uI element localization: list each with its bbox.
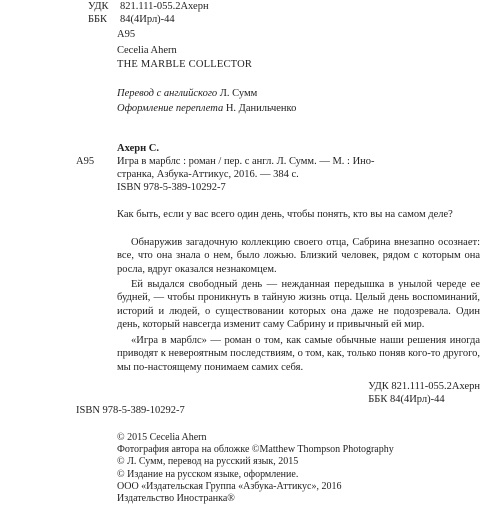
- isbn: ISBN 978-5-389-10292-7: [76, 405, 185, 416]
- translation-credit: [117, 87, 257, 100]
- bbk-value: 84(4Ирл)-44: [120, 14, 175, 25]
- cover-credit: [117, 102, 296, 115]
- cover-designer-name: Н. Данильченко: [225, 103, 297, 114]
- copyright-line: Издательство Иностранка®: [117, 493, 235, 505]
- annotation-paragraph-1: Как быть, если у вас всего один день, чтобы понять, кто вы на самом деле?: [117, 209, 453, 220]
- bbk-bottom: ББК 84(4Ирл)-44: [368, 394, 445, 405]
- original-author: Cecelia Ahern: [117, 45, 177, 56]
- author-mark-top: А95: [117, 29, 136, 40]
- copyright-line: Фотография автора на обложке ©Matthew Thompson Photography: [117, 444, 394, 456]
- copyright-line: © 2015 Cecelia Ahern: [117, 432, 207, 443]
- annotation-paragraph-4: «Игра в марблс» — роман о том, как самые обычные наши решения иногда приводят к невероятным последствиям, о том, как, только поняв кого-то другого, мы по-настоящему понимаем самих себя.: [117, 335, 480, 373]
- translator-name: Л. Сумм: [219, 88, 258, 99]
- annotation-paragraph-2: Обнаружив загадочную коллекцию своего отца, Сабрина внезапно осознает: все, что она знала о нем, было ложью. Близкий человек, рядом с которым она росла, вдруг оказался незнакомцем.: [117, 237, 480, 275]
- translation-role: Перевод с английского: [117, 88, 218, 99]
- copyright-line: ООО «Издательская Группа «Азбука-Аттикус», 2016: [117, 480, 342, 492]
- bibliographic-isbn: ISBN 978-5-389-10292-7: [117, 182, 226, 193]
- bibliographic-line: странка, Азбука-Аттикус, 2016. — 384 с.: [117, 169, 299, 180]
- copyright-line: © Л. Сумм, перевод на русский язык, 2015: [117, 456, 299, 468]
- author-mark-bibliographic: А95: [76, 156, 95, 167]
- copyright-line: © Издание на русском языке, оформление.: [117, 468, 299, 480]
- bibliographic-line: Игра в марблс : роман / пер. с англ. Л. Сумм. — М. : Ино-: [117, 156, 375, 167]
- bottom-classification-codes: [368, 380, 480, 406]
- bbk-label: ББК: [88, 14, 108, 25]
- top-classification-codes: [88, 0, 209, 26]
- copyright-block: [117, 432, 394, 505]
- udk-bottom: УДК 821.111-055.2Ахерн: [368, 381, 480, 392]
- annotation-paragraph-3: Ей выдался свободный день — нежданная передышка в унылой череде ее будней, — чтобы проникнуть в тайную жизнь отца. Целый день воспоминаний, историй и людей, о существовании которых она даже не подозревала. Один день, который навсегда изменит саму Сабрину и привычный ей мир.: [117, 279, 480, 331]
- original-title: THE MARBLE COLLECTOR: [117, 59, 253, 70]
- bibliographic-description: [117, 155, 375, 194]
- bibliographic-author: Ахерн С.: [117, 143, 159, 154]
- cover-role: Оформление переплета: [117, 103, 224, 114]
- udk-value: 821.111-055.2Ахерн: [120, 1, 209, 12]
- udk-label: УДК: [88, 1, 109, 12]
